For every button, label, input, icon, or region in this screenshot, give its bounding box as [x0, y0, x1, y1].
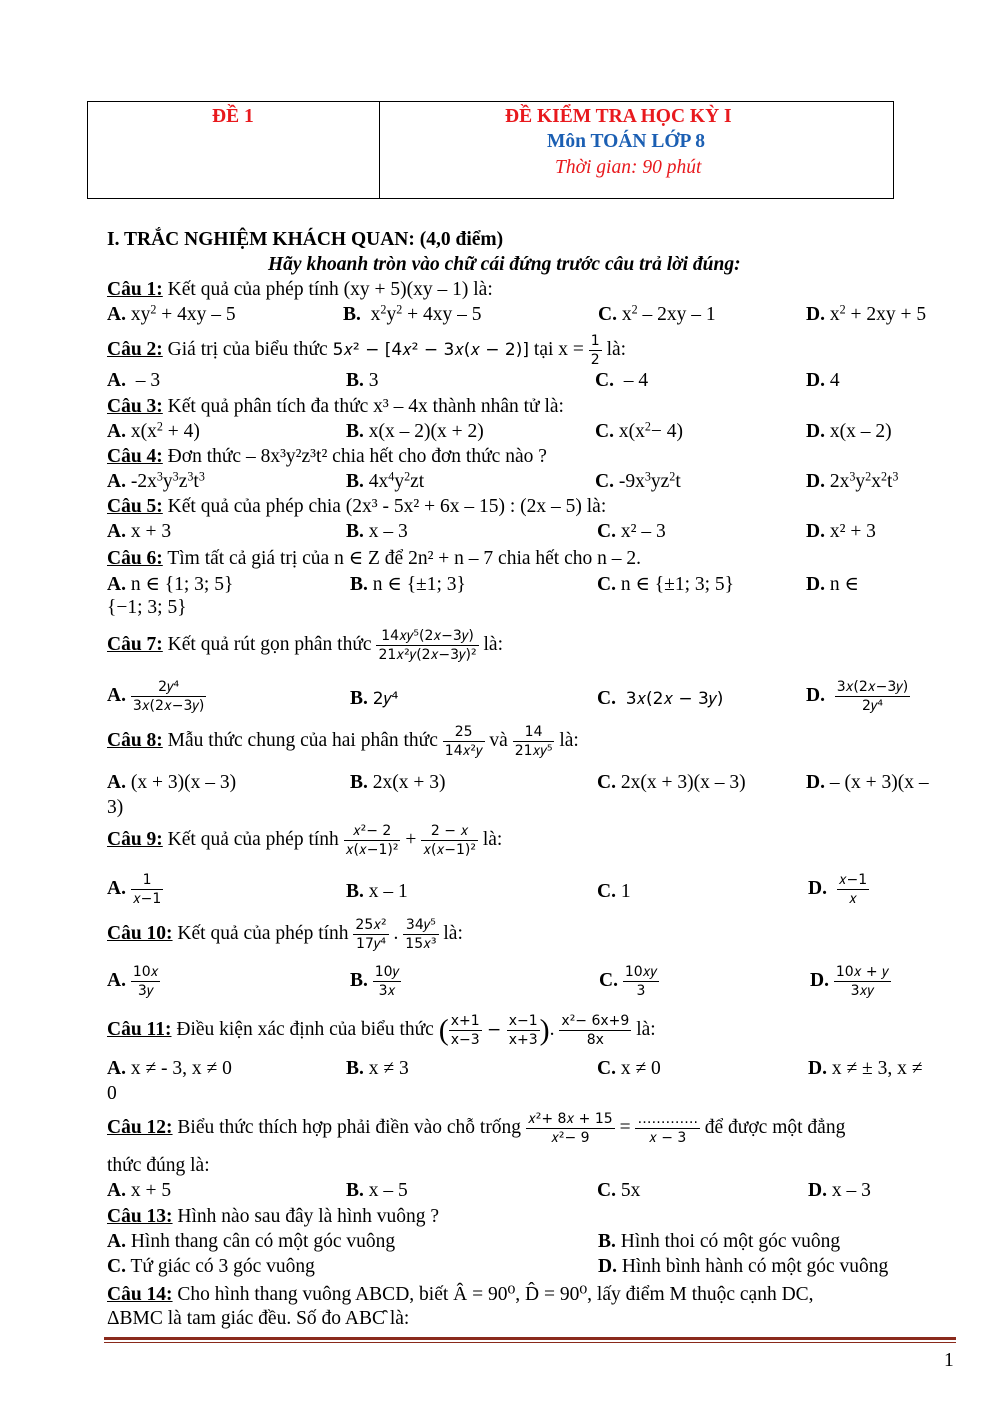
q1-option-b[interactable]: B. $x^2y^2 + 4xy - 5$: [343, 302, 482, 325]
q10-option-b[interactable]: B. $\frac{\text{10𝑦}}{\text{3𝑥}}$: [350, 964, 400, 999]
section-instruction: Hãy khoanh tròn vào chữ cái đứng trước câu trả lời đúng:: [268, 254, 741, 275]
q5-option-a[interactable]: A. x + 3: [107, 521, 172, 542]
q8-option-d-cont: 3): [107, 797, 124, 818]
q3-option-b[interactable]: B. x(x – 2)(x + 2): [346, 421, 484, 442]
question-6: Câu 6: Tìm tất cả giá trị của n ∈ Z để 2n² + n – 7 chia hết cho n – 2.: [107, 548, 642, 569]
question-10: Câu 10: Kết quả của phép tính $\frac{\text{25𝑥²}}{\text{17𝑦⁴}}$ . $\frac{\text{34𝑦⁵}}{\text{15𝑥³}}$ là:: [107, 917, 463, 952]
exam-subject: Môn TOÁN LỚP 8: [547, 131, 706, 152]
question-2: Câu 2: Giá trị của biểu thức 5𝑥² − [4𝑥² − 3𝑥(𝑥 − 2)] tại x = $\frac{1}{2}$ là:: [107, 333, 627, 368]
question-9: Câu 9: Kết quả của phép tính $\frac{\text{𝑥²− 2}}{\text{𝑥(𝑥−1)²}}$ + $\frac{\text{2 − 𝑥}}{\text{𝑥(𝑥−1)²}}$ là:: [107, 823, 503, 858]
q10-option-d[interactable]: D. $\frac{\text{10𝑥 + 𝑦}}{\text{3𝑥𝑦}}$: [810, 964, 889, 999]
q1-option-d[interactable]: D. $x^2 + 2xy + 5$: [806, 302, 927, 325]
q9-option-d[interactable]: D. $\frac{\text{𝑥−1}}{\text{𝑥}}$: [808, 872, 868, 907]
q6-option-b[interactable]: B. n ∈ {±1; 3}: [350, 574, 466, 595]
q10-option-a[interactable]: A. $\frac{\text{10𝑥}}{\text{3𝑦}}$: [107, 964, 159, 999]
question-4: Câu 4: Đơn thức – 8x³y²z³t² chia hết cho đơn thức nào ?: [107, 446, 547, 467]
exam-time: Thời gian: 90 phút: [555, 157, 702, 178]
q6-option-d[interactable]: D. n ∈: [806, 574, 859, 595]
question-13: Câu 13: Hình nào sau đây là hình vuông ?: [107, 1206, 439, 1227]
q13-option-c[interactable]: C. Tứ giác có 3 góc vuông: [107, 1256, 315, 1277]
q2-option-d[interactable]: D. 4: [806, 370, 840, 391]
question-8: Câu 8: Mẫu thức chung của hai phân thức $\frac{25}{\text{14𝑥²𝑦}}$ và $\frac{14}{\text{21𝑥𝑦⁵}}$ là:: [107, 724, 579, 759]
q3-option-a[interactable]: A. $x(x^2 + 4)$: [107, 419, 200, 442]
q4-option-b[interactable]: B. $4x^4y^2zt$: [346, 469, 425, 492]
section-title: I. TRẮC NGHIỆM KHÁCH QUAN: (4,0 điểm): [107, 229, 504, 250]
q7-option-c[interactable]: C. 3𝑥(2𝑥 − 3𝑦): [597, 688, 724, 709]
exam-title: ĐỀ KIỂM TRA HỌC KỲ I: [505, 106, 732, 127]
q11-option-a[interactable]: A. x ≠ - 3, x ≠ 0: [107, 1058, 232, 1079]
question-12: Câu 12: Biểu thức thích hợp phải điền vào chỗ trống $\frac{\text{𝑥²+ 8𝑥 + 15}}{\text{𝑥²− 9}}$ = $\frac{\dots\dots\dots\dots.}{\text{𝑥 − 3}}$ để được một đẳng: [107, 1111, 846, 1146]
q12-option-a[interactable]: A. x + 5: [107, 1180, 172, 1201]
q4-option-a[interactable]: A. $-2x^3y^3z^3t^3$: [107, 469, 205, 492]
q12-option-b[interactable]: B. x – 5: [346, 1180, 408, 1201]
question-7: Câu 7: Kết quả rút gọn phân thức $\frac{\text{14𝑥𝑦⁵(2𝑥−3𝑦)}}{\text{21𝑥²𝑦(2𝑥−3𝑦)²}}$ là:: [107, 628, 504, 663]
q11-option-c[interactable]: C. x ≠ 0: [597, 1058, 661, 1079]
q7-option-b[interactable]: B. 2𝑦⁴: [350, 688, 399, 709]
q5-option-b[interactable]: B. x – 3: [346, 521, 408, 542]
question-3: Câu 3: Kết quả phân tích đa thức x³ – 4x thành nhân tử là:: [107, 396, 564, 417]
q1-option-a[interactable]: A. $xy^2 + 4xy - 5$: [107, 302, 236, 325]
q13-option-b[interactable]: B. Hình thoi có một góc vuông: [598, 1231, 841, 1252]
question-5: Câu 5: Kết quả của phép chia (2x³ - 5x² + 6x – 15) : (2x – 5) là:: [107, 496, 607, 517]
exam-number: ĐỀ 1: [212, 106, 254, 127]
q7-option-d[interactable]: D. $\frac{\text{3𝑥(2𝑥−3𝑦)}}{\text{2𝑦⁴}}$: [806, 679, 909, 714]
q8-option-b[interactable]: B. 2x(x + 3): [350, 772, 446, 793]
question-14-cont: ΔBMC là tam giác đều. Số đo ABC̑ là:: [107, 1308, 410, 1329]
q3-option-c[interactable]: C. $x(x^2- 4)$: [595, 419, 684, 442]
q7-option-a[interactable]: A. $\frac{\text{2𝑦⁴}}{\text{3𝑥(2𝑥−3𝑦)}}$: [107, 679, 205, 714]
q12-option-d[interactable]: D. x – 3: [808, 1180, 871, 1201]
header-table: [87, 101, 894, 199]
q2-option-a[interactable]: A. – 3: [107, 370, 161, 391]
q4-option-d[interactable]: D. $2x^3y^2x^2t^3$: [806, 469, 899, 492]
q2-option-b[interactable]: B. 3: [346, 370, 379, 391]
page-number: 1: [944, 1350, 954, 1371]
q11-option-b[interactable]: B. x ≠ 3: [346, 1058, 409, 1079]
question-1: Câu 1: Kết quả của phép tính (xy + 5)(xy – 1) là:: [107, 279, 493, 300]
q10-option-c[interactable]: C. $\frac{\text{10𝑥𝑦}}{3}$: [599, 964, 657, 999]
q8-option-a[interactable]: A. (x + 3)(x – 3): [107, 772, 237, 793]
footer-rule: [104, 1337, 956, 1340]
q6-option-d-cont: {−1; 3; 5}: [107, 597, 187, 618]
q1-option-c[interactable]: C. $x^2 - 2xy - 1$: [598, 302, 716, 325]
q12-option-c[interactable]: C. 5x: [597, 1180, 641, 1201]
question-11: Câu 11: Điều kiện xác định của biểu thức ( $\frac{x+1}{x-3}$ − $\frac{x-1}{x+3}$ ). $\frac{\text{x²− 6x+9}}{8x}$ là:: [107, 1013, 656, 1048]
q9-option-a[interactable]: A. $\frac{1}{\text{𝑥−1}}$: [107, 872, 162, 907]
q4-option-c[interactable]: C. $-9x^3yz^2t$: [595, 469, 681, 492]
q13-option-a[interactable]: A. Hình thang cân có một góc vuông: [107, 1231, 396, 1252]
q5-option-c[interactable]: C. x² – 3: [597, 521, 666, 542]
q6-option-c[interactable]: C. n ∈ {±1; 3; 5}: [597, 574, 735, 595]
q8-option-d[interactable]: D. – (x + 3)(x –: [806, 772, 929, 793]
footer-rule-thin: [104, 1342, 956, 1343]
q2-option-c[interactable]: C. – 4: [595, 370, 649, 391]
q3-option-d[interactable]: D. x(x – 2): [806, 421, 892, 442]
q8-option-c[interactable]: C. 2x(x + 3)(x – 3): [597, 772, 746, 793]
q9-option-b[interactable]: B. x – 1: [346, 881, 408, 902]
question-12-cont: thức đúng là:: [107, 1155, 210, 1176]
q5-option-d[interactable]: D. x² + 3: [806, 521, 876, 542]
q11-option-d-cont: 0: [107, 1083, 117, 1104]
q13-option-d[interactable]: D. Hình bình hành có một góc vuông: [598, 1256, 889, 1277]
question-14: Câu 14: Cho hình thang vuông ABCD, biết Â = 90⁰, D̂ = 90⁰, lấy điểm M thuộc cạnh DC,: [107, 1284, 814, 1305]
q6-option-a[interactable]: A. n ∈ {1; 3; 5}: [107, 574, 234, 595]
header-divider: [379, 102, 380, 198]
q9-option-c[interactable]: C. 1: [597, 881, 631, 902]
q11-option-d[interactable]: D. x ≠ ± 3, x ≠: [808, 1058, 923, 1079]
